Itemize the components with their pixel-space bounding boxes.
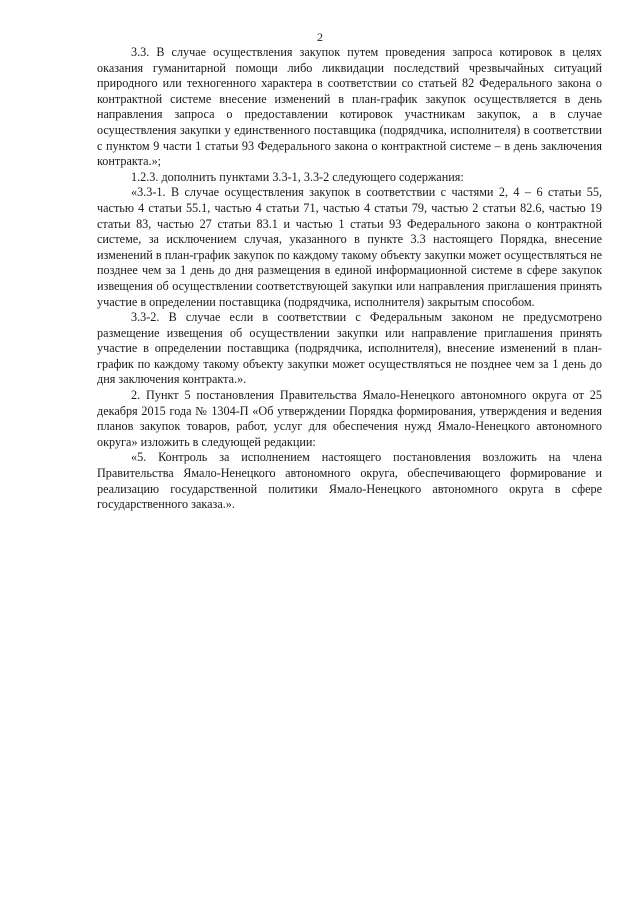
paragraph-3-3: 3.3. В случае осуществления закупок путем проведения запроса котировок в целях оказания гуманитарной помощи либо ликвидации последствий чрезвычайных ситуаций природного или техногенного характера в соответствии со статьей 82 Федерального закона о контрактной системе внесение изменений в план-график закупок осуществляется в день направления запроса о предоставлении котировок участникам закупок, а в случае осуществления закупки у единственного поставщика (подрядчика, исполнителя) в соответствии с пунктом 9 части 1 статьи 93 Федерального закона о контрактной системе – в день заключения контракта.»;	[97, 45, 602, 169]
paragraph-item-5: «5. Контроль за исполнением настоящего постановления возложить на члена Правительства Ямало-Ненецкого автономного округа, обеспечивающего формирование и реализацию государственной политики Ямало-Ненецкого автономного округа в сфере государственного заказа.».	[97, 450, 602, 512]
paragraph-3-3-2: 3.3-2. В случае если в соответствии с Федеральным законом не предусмотрено размещение извещения об осуществлении закупки или направление приглашения принять участие в определении поставщика (подрядчика, исполнителя), внесение изменений в план-график по каждому такому объекту закупки может осуществляться не позднее чем за 1 день до дня заключения контракта.».	[97, 310, 602, 387]
document-body	[97, 45, 602, 513]
paragraph-item-2: 2. Пункт 5 постановления Правительства Ямало-Ненецкого автономного округа от 25 декабря 2015 года № 1304-П «Об утверждении Порядка формирования, утверждения и ведения планов закупок товаров, работ, услуг для обеспечения нужд Ямало-Ненецкого автономного округа» изложить в следующей редакции:	[97, 388, 602, 449]
page-number: 2	[317, 30, 323, 44]
paragraph-3-3-1: «3.3-1. В случае осуществления закупок в соответствии с частями 2, 4 – 6 статьи 55, частью 4 статьи 55.1, частью 4 статьи 71, частью 4 статьи 79, частью 2 статьи 82.6, частью 19 статьи 83, частью 27 статьи 83.1 и частью 1 статьи 93 Федерального закона о контрактной системе, за исключением случая, указанного в пункте 3.3 настоящего Порядка, внесение изменений в план-график закупок по каждому такому объекту закупки может осуществляться не позднее чем за 1 день до дня размещения в единой информационной системе в сфере закупок извещения об осуществлении соответствующей закупки или направления приглашения принять участие в определении поставщика (подрядчика, исполнителя) закрытым способом.	[97, 185, 602, 309]
paragraph-1-2-3: 1.2.3. дополнить пунктами 3.3-1, 3.3-2 следующего содержания:	[131, 169, 464, 184]
